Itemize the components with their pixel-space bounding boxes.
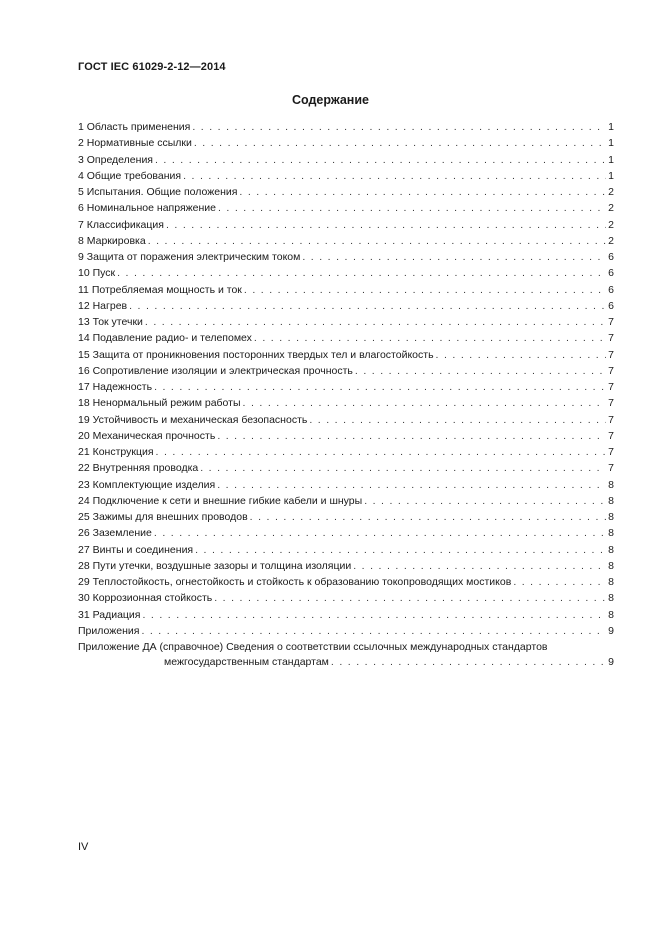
toc-entry-page: 1 bbox=[608, 169, 614, 182]
toc-entry[interactable] bbox=[78, 265, 614, 281]
toc-entry-title: 30 Коррозионная стойкость bbox=[78, 592, 213, 605]
toc-entry[interactable] bbox=[78, 282, 614, 298]
toc-entry-page: 8 bbox=[608, 543, 614, 556]
leader-dots bbox=[244, 282, 606, 298]
toc-entry[interactable] bbox=[78, 590, 614, 606]
toc-entry[interactable] bbox=[78, 623, 614, 639]
leader-dots bbox=[143, 607, 607, 623]
toc-entry[interactable] bbox=[78, 347, 614, 363]
page-number: IV bbox=[78, 841, 89, 853]
toc-entry[interactable] bbox=[78, 152, 614, 168]
toc-entry-title: 10 Пуск bbox=[78, 267, 116, 280]
leader-dots bbox=[155, 152, 606, 168]
toc-entry[interactable] bbox=[78, 444, 614, 460]
appendix-entry-continuation[interactable] bbox=[78, 654, 614, 670]
toc-entry-page: 7 bbox=[608, 413, 614, 426]
leader-dots bbox=[217, 477, 606, 493]
leader-dots bbox=[254, 330, 606, 346]
toc-entry[interactable] bbox=[78, 607, 614, 623]
toc-entry[interactable] bbox=[78, 249, 614, 265]
toc-entry-page: 6 bbox=[608, 283, 614, 296]
toc-entry-title: 6 Номинальное напряжение bbox=[78, 202, 216, 215]
toc-entry-title: 22 Внутренняя проводка bbox=[78, 462, 199, 475]
toc-entry-page: 7 bbox=[608, 462, 614, 475]
toc-entry-title: 8 Маркировка bbox=[78, 234, 146, 247]
toc-entry-title: 24 Подключение к сети и внешние гибкие кабели и шнуры bbox=[78, 494, 363, 507]
toc-entry[interactable] bbox=[78, 379, 614, 395]
leader-dots bbox=[214, 590, 606, 606]
leader-dots bbox=[436, 347, 607, 363]
toc-entry[interactable] bbox=[78, 558, 614, 574]
toc-entry[interactable] bbox=[78, 184, 614, 200]
toc-entry-title: 5 Испытания. Общие положения bbox=[78, 186, 238, 198]
toc-entry-title: 23 Комплектующие изделия bbox=[78, 478, 216, 491]
toc-entry[interactable] bbox=[78, 542, 614, 558]
toc-entry-page: 7 bbox=[608, 381, 614, 393]
toc-entry[interactable] bbox=[78, 314, 614, 330]
toc-entry-page: 8 bbox=[608, 576, 614, 588]
toc-entry-page: 6 bbox=[608, 299, 614, 312]
table-of-contents bbox=[78, 119, 614, 670]
toc-entry[interactable] bbox=[78, 119, 614, 135]
leader-dots bbox=[145, 314, 606, 330]
toc-entry-title: Приложения bbox=[78, 624, 140, 637]
toc-entry-page: 1 bbox=[608, 153, 614, 166]
toc-entry-title: 19 Устойчивость и механическая безопасность bbox=[78, 413, 308, 426]
leader-dots bbox=[309, 412, 606, 428]
leader-dots bbox=[331, 654, 606, 670]
toc-entry-title: 25 Зажимы для внешних проводов bbox=[78, 511, 248, 523]
toc-entry-title: 31 Радиация bbox=[78, 608, 141, 621]
toc-entry-page: 2 bbox=[608, 186, 614, 198]
toc-entry-title: 27 Винты и соединения bbox=[78, 543, 194, 556]
leader-dots bbox=[154, 525, 606, 541]
toc-entry-title: 16 Сопротивление изоляции и электрическая прочность bbox=[78, 364, 353, 377]
leader-dots bbox=[243, 395, 607, 411]
leader-dots bbox=[129, 298, 606, 314]
toc-entry-page: 2 bbox=[608, 218, 614, 231]
toc-entry[interactable] bbox=[78, 477, 614, 493]
leader-dots bbox=[200, 460, 606, 476]
leader-dots bbox=[154, 379, 606, 395]
toc-entry[interactable] bbox=[78, 135, 614, 151]
toc-entry-page: 1 bbox=[608, 121, 614, 133]
toc-entry-title: 13 Ток утечки bbox=[78, 316, 143, 328]
toc-entry-page: 8 bbox=[608, 511, 614, 523]
toc-entry-title: 17 Надежность bbox=[78, 381, 153, 393]
toc-entry[interactable] bbox=[78, 525, 614, 541]
page-title: Содержание bbox=[291, 93, 369, 107]
toc-entry-page: 7 bbox=[608, 348, 614, 361]
toc-entry[interactable] bbox=[78, 493, 614, 509]
toc-entry-page: 6 bbox=[608, 251, 614, 263]
toc-entry[interactable] bbox=[78, 233, 614, 249]
toc-entry-page: 7 bbox=[608, 429, 614, 442]
toc-entry-page: 8 bbox=[608, 494, 614, 507]
leader-dots bbox=[192, 119, 606, 135]
toc-entry-page: 8 bbox=[608, 559, 614, 572]
toc-entry-page: 9 bbox=[608, 624, 614, 637]
toc-entry-page: 8 bbox=[608, 527, 614, 540]
toc-entry-title: 12 Нагрев bbox=[78, 299, 128, 312]
toc-entry-title: 20 Механическая прочность bbox=[78, 429, 216, 442]
leader-dots bbox=[117, 265, 606, 281]
toc-entry-title: 3 Определения bbox=[78, 153, 153, 166]
leader-dots bbox=[148, 233, 606, 249]
toc-entry[interactable] bbox=[78, 509, 614, 525]
toc-entry-page: 8 bbox=[608, 592, 614, 605]
toc-entry-page: 2 bbox=[608, 234, 614, 247]
toc-entry-page: 7 bbox=[608, 316, 614, 328]
toc-entry[interactable] bbox=[78, 460, 614, 476]
toc-entry-title: 28 Пути утечки, воздушные зазоры и толщина изоляции bbox=[78, 559, 352, 572]
toc-entry-title: 7 Классификация bbox=[78, 218, 164, 231]
toc-entry[interactable] bbox=[78, 168, 614, 184]
leader-dots bbox=[183, 168, 606, 184]
leader-dots bbox=[364, 493, 606, 509]
leader-dots bbox=[513, 574, 606, 590]
leader-dots bbox=[353, 558, 606, 574]
leader-dots bbox=[218, 200, 606, 216]
toc-entry-page: 7 bbox=[608, 332, 614, 345]
toc-entry-page: 7 bbox=[608, 446, 614, 458]
toc-entry-title: 11 Потребляемая мощность и ток bbox=[78, 283, 242, 296]
toc-entry[interactable] bbox=[78, 363, 614, 379]
toc-entry[interactable] bbox=[78, 217, 614, 233]
leader-dots bbox=[302, 249, 606, 265]
toc-entry-page: 6 bbox=[608, 267, 614, 280]
leader-dots bbox=[355, 363, 606, 379]
appendix-title: Приложение ДА (справочное) Сведения о соответствии ссылочных международных стандартов bbox=[78, 641, 548, 653]
toc-entry[interactable] bbox=[78, 200, 614, 216]
leader-dots bbox=[141, 623, 606, 639]
toc-entry[interactable] bbox=[78, 330, 614, 346]
toc-entry[interactable] bbox=[78, 574, 614, 590]
leader-dots bbox=[166, 217, 606, 233]
leader-dots bbox=[239, 184, 606, 200]
leader-dots bbox=[156, 444, 607, 460]
toc-entry-title: 21 Конструкция bbox=[78, 446, 154, 458]
toc-entry-page: 7 bbox=[608, 397, 614, 410]
leader-dots bbox=[217, 428, 606, 444]
toc-entry-page: 8 bbox=[608, 478, 614, 491]
appendix-entry[interactable] bbox=[78, 639, 614, 654]
toc-entry-title: 14 Подавление радио- и телепомех bbox=[78, 332, 252, 345]
toc-entry[interactable] bbox=[78, 428, 614, 444]
toc-entry-title: 29 Теплостойкость, огнестойкость и стойкость к образованию токопроводящих мостиков bbox=[78, 576, 512, 588]
toc-entry-title: 1 Область применения bbox=[78, 121, 191, 133]
toc-entry[interactable] bbox=[78, 395, 614, 411]
toc-entry-page: 1 bbox=[608, 137, 614, 150]
leader-dots bbox=[194, 135, 606, 151]
toc-entry-title: 15 Защита от проникновения посторонних твердых тел и влагостойкость bbox=[78, 348, 434, 361]
toc-entry-title: 26 Заземление bbox=[78, 527, 152, 540]
toc-entry-page: 2 bbox=[608, 202, 614, 215]
appendix-title-continuation: межгосударственным стандартам bbox=[164, 656, 329, 668]
document-header: ГОСТ IEC 61029-2-12—2014 bbox=[78, 61, 226, 73]
appendix-page: 9 bbox=[608, 656, 614, 668]
toc-entry-title: 4 Общие требования bbox=[78, 169, 182, 182]
toc-entry-page: 8 bbox=[608, 608, 614, 621]
toc-entry[interactable] bbox=[78, 298, 614, 314]
leader-dots bbox=[250, 509, 607, 525]
toc-entry-title: 18 Ненормальный режим работы bbox=[78, 397, 241, 410]
toc-entry-title: 2 Нормативные ссылки bbox=[78, 137, 192, 150]
toc-entry[interactable] bbox=[78, 412, 614, 428]
toc-entry-title: 9 Защита от поражения электрическим током bbox=[78, 251, 301, 263]
leader-dots bbox=[195, 542, 606, 558]
toc-entry-page: 7 bbox=[608, 364, 614, 377]
